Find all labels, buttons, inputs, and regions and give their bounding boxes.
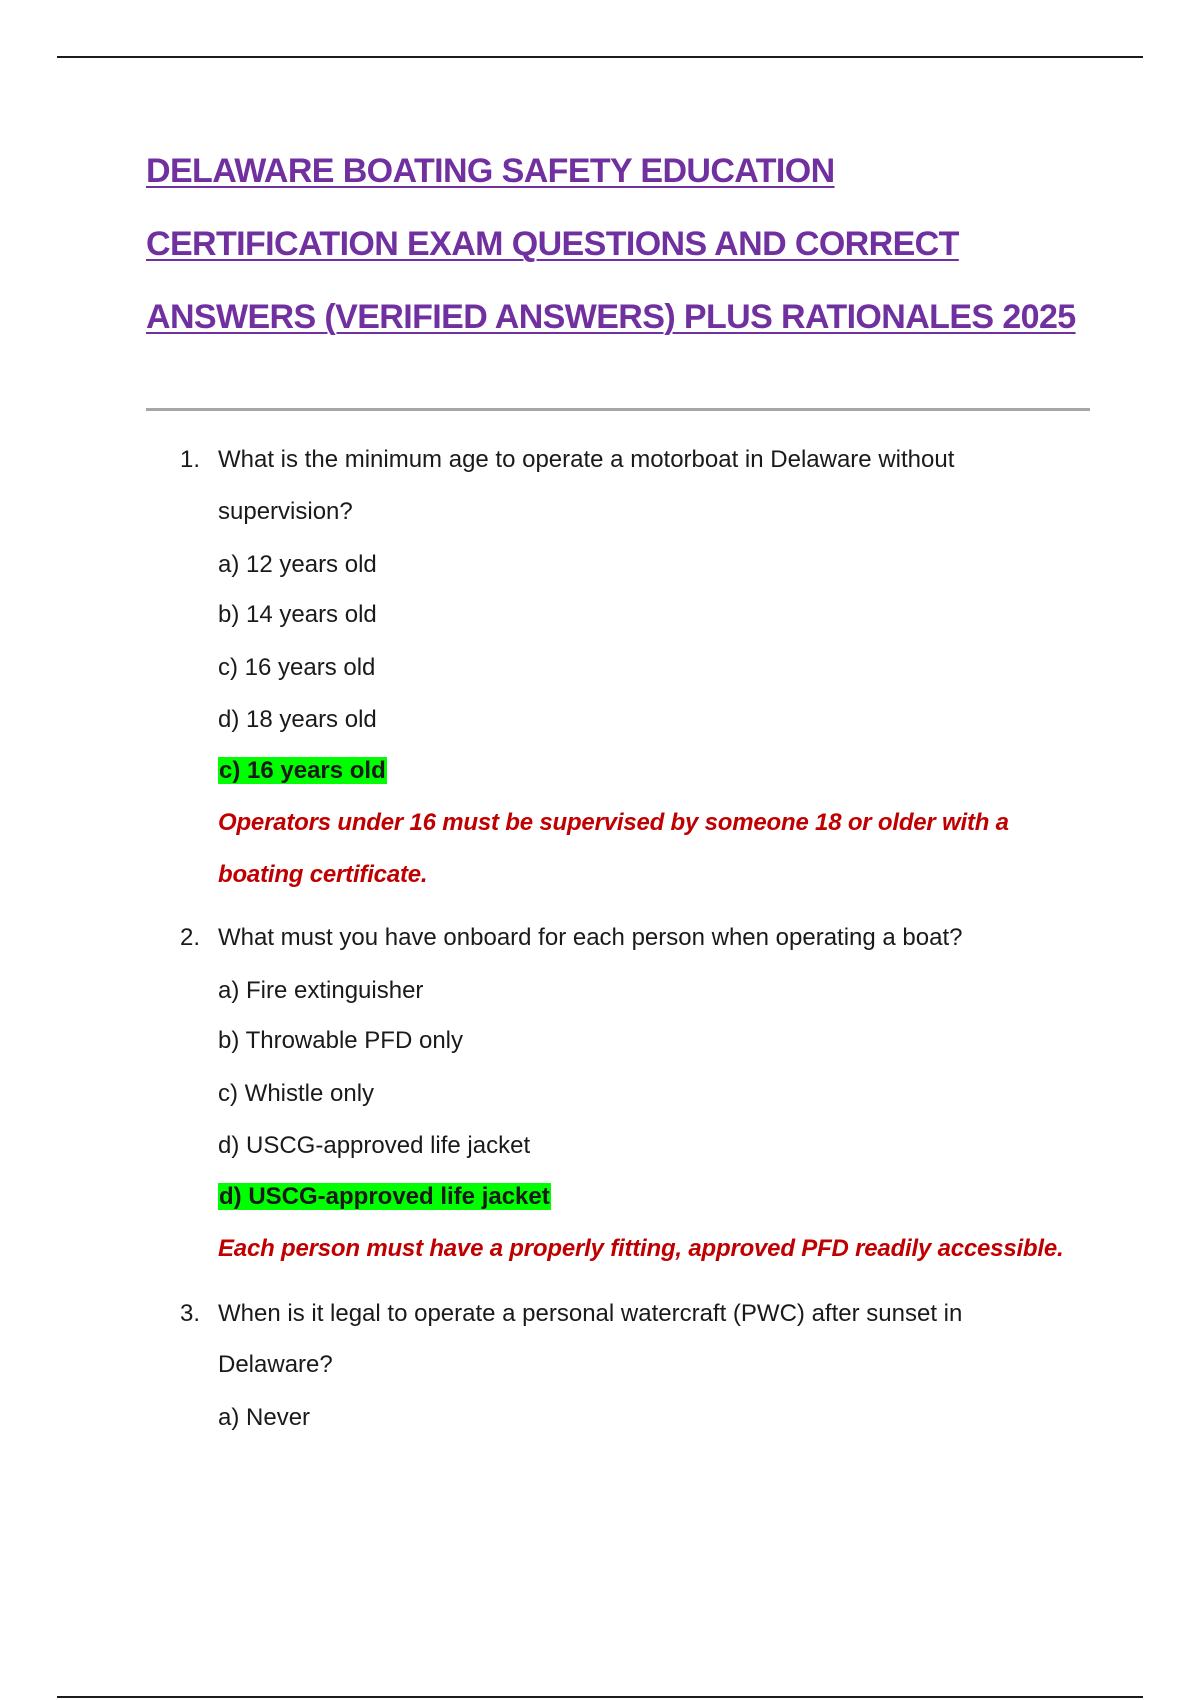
option-d: d) USCG-approved life jacket	[218, 1132, 531, 1159]
correct-answer	[218, 756, 387, 786]
question-text: supervision?	[218, 498, 353, 525]
question-number: 3.	[180, 1300, 201, 1327]
rationale: Each person must have a properly fitting, approved PFD readily accessible.	[218, 1235, 1064, 1262]
option-a: a) Fire extinguisher	[218, 977, 424, 1004]
document-title	[146, 145, 1106, 364]
title-line: ANSWERS (VERIFIED ANSWERS) PLUS RATIONALES 2025	[146, 298, 1076, 336]
question-text: What must you have onboard for each person when operating a boat?	[218, 924, 963, 951]
option-a: a) Never	[218, 1404, 311, 1431]
title-line: CERTIFICATION EXAM QUESTIONS AND CORRECT	[146, 225, 959, 263]
question-number: 2.	[180, 924, 201, 951]
option-d: d) 18 years old	[218, 706, 377, 733]
question-text: Delaware?	[218, 1351, 333, 1378]
rationale: Operators under 16 must be supervised by someone 18 or older with a	[218, 809, 1009, 836]
rationale: boating certificate.	[218, 861, 428, 888]
option-c: c) Whistle only	[218, 1080, 375, 1107]
title-line: DELAWARE BOATING SAFETY EDUCATION	[146, 152, 835, 190]
question-number: 1.	[180, 446, 201, 473]
answer-highlight: c) 16 years old	[219, 757, 386, 784]
page-top-rule	[57, 56, 1143, 58]
option-a: a) 12 years old	[218, 551, 377, 578]
answer-highlight: d) USCG-approved life jacket	[219, 1183, 550, 1210]
question-text: When is it legal to operate a personal watercraft (PWC) after sunset in	[218, 1300, 963, 1327]
option-b: b) 14 years old	[218, 601, 377, 628]
section-divider	[146, 408, 1090, 411]
option-c: c) 16 years old	[218, 654, 376, 681]
page-bottom-rule	[57, 1696, 1143, 1698]
question-text: What is the minimum age to operate a motorboat in Delaware without	[218, 446, 955, 473]
correct-answer	[218, 1182, 551, 1212]
option-b: b) Throwable PFD only	[218, 1027, 463, 1054]
